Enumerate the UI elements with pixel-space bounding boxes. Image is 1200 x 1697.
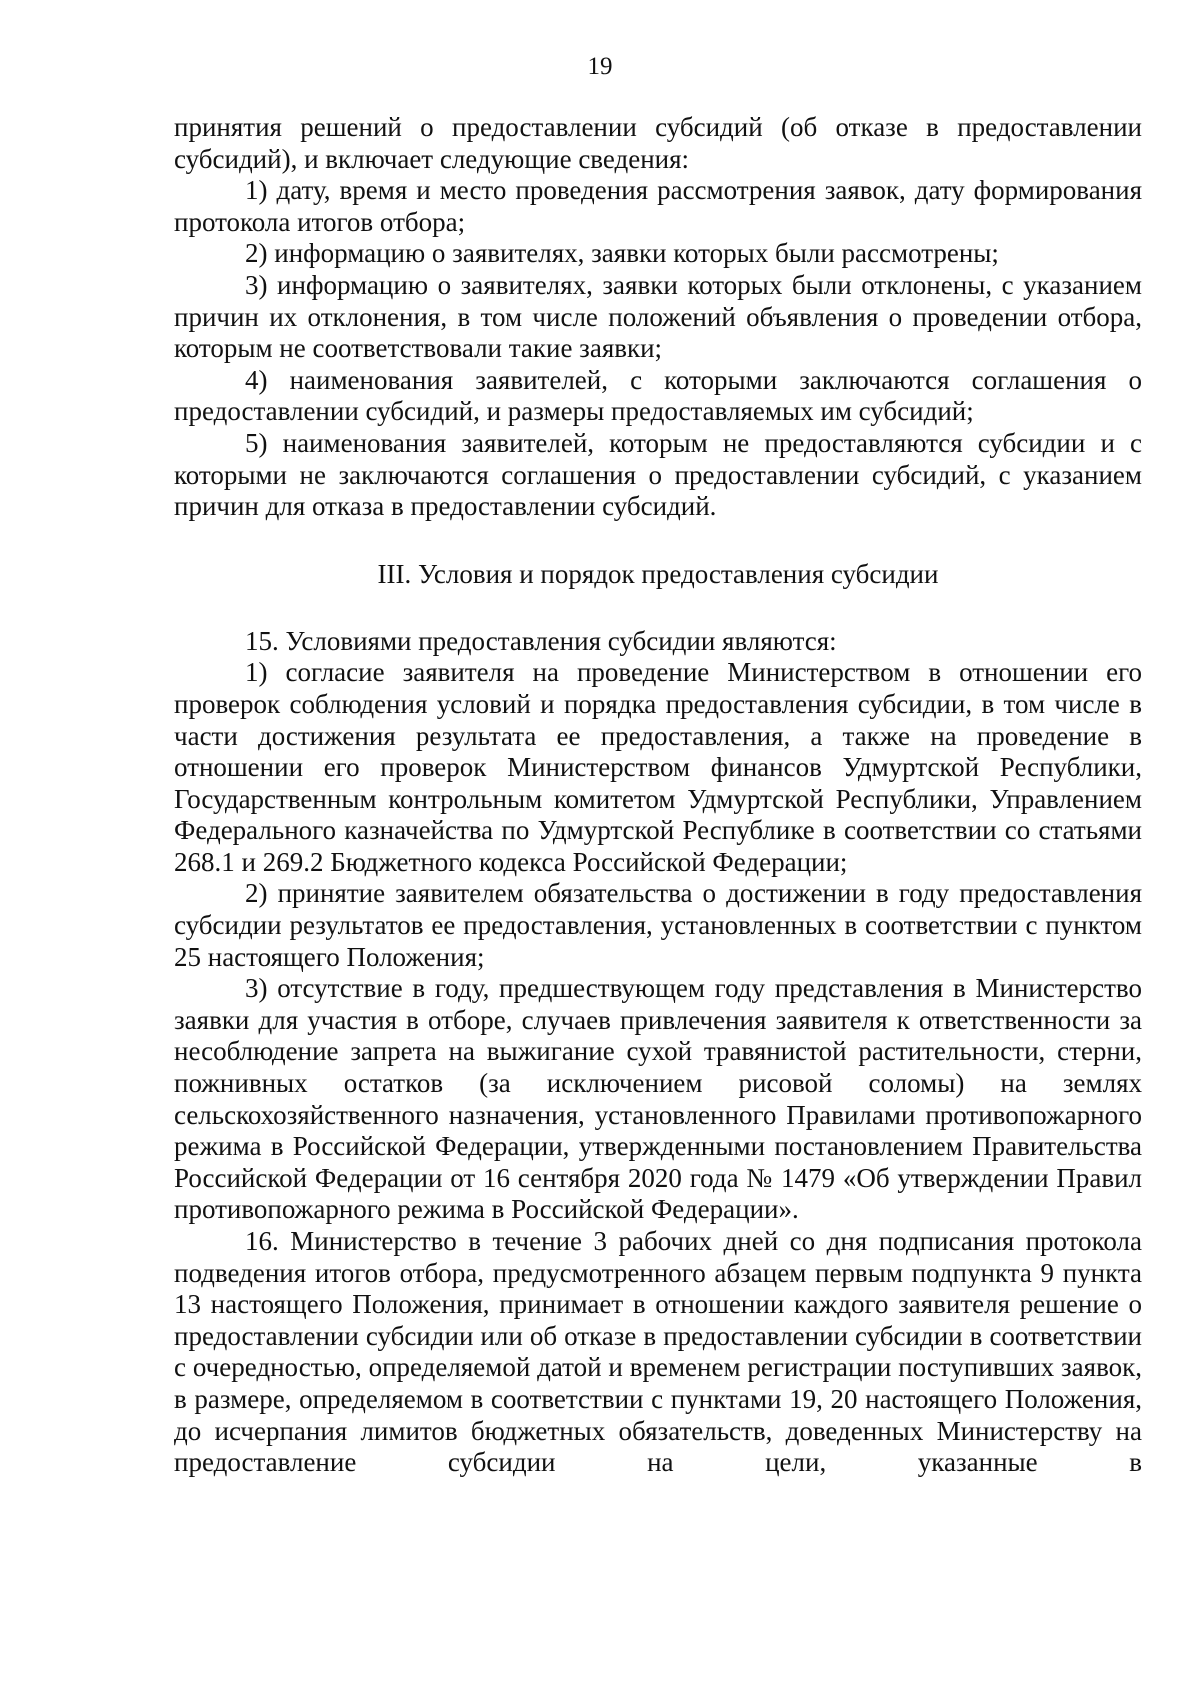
list-item-5: 5) наименования заявителей, которым не предоставляются субсидии и с которыми не заключаются соглашения о предоставлении субсидий, с указанием причин для отказа в предоставлении субсидий. [174,427,1142,522]
clause-15: 15. Условиями предоставления субсидии являются: [245,625,837,656]
document-body [174,112,1142,1479]
clause-15-item-2: 2) принятие заявителем обязательства о достижении в году предоставления субсидии результатов ее предоставления, установленных в соответствии с пунктом 25 настоящего Положения; [174,878,1142,972]
clause-16: 16. Министерство в течение 3 рабочих дней со дня подписания протокола подведения итогов отбора, предусмотренного абзацем первым подпункта 9 пункта 13 настоящего Положения, принимает в отношении каждого заявителя решение о предоставлении субсидии или об отказе в предоставлении субсидии в соответствии с очередностью, определяемой датой и временем регистрации поступивших заявок, в размере, определяемом в соответствии с пунктами 19, 20 настоящего Положения, до исчерпания лимитов бюджетных обязательств, доведенных Министерству на предоставление субсидии на цели, указанные в [174,1226,1142,1478]
paragraph-continuation: принятия решений о предоставлении субсидий (об отказе в предоставлении субсидий), и включает следующие сведения: [174,112,1142,174]
page-number: 19 [587,53,613,80]
clause-15-item-1: 1) согласие заявителя на проведение Министерством в отношении его проверок соблюдения условий и порядка предоставления субсидии, в том числе в части достижения результата ее предоставления, а также на проведение в отношении его проверок Министерством финансов Удмуртской Республики, Государственным контрольным комитетом Удмуртской Республики, Управлением Федерального казначейства по Удмуртской Республике в соответствии со статьями 268.1 и 269.2 Бюджетного кодекса Российской Федерации; [174,657,1142,877]
clause-15-item-3: 3) отсутствие в году, предшествующем году представления в Министерство заявки для участия в отборе, случаев привлечения заявителя к ответственности за несоблюдение запрета на выжигание сухой травянистой растительности, стерни, пожнивных остатков (за исключением рисовой соломы) на землях сельскохозяйственного назначения, установленного Правилами противопожарного режима в Российской Федерации, утвержденными постановлением Правительства Российской Федерации от 16 сентября 2020 года № 1479 «Об утверждении Правил противопожарного режима в Российской Федерации». [174,973,1142,1225]
list-item-1: 1) дату, время и место проведения рассмотрения заявок, дату формирования протокола итогов отбора; [174,175,1142,237]
list-item-3: 3) информацию о заявителях, заявки которых были отклонены, с указанием причин их отклонения, в том числе положений объявления о проведении отбора, которым не соответствовали такие заявки; [174,269,1142,364]
list-item-4: 4) наименования заявителей, с которыми заключаются соглашения о предоставлении субсидий, и размеры предоставляемых им субсидий; [174,364,1142,427]
section-heading: III. Условия и порядок предоставления субсидии [377,558,939,589]
list-item-2: 2) информацию о заявителях, заявки которых были рассмотрены; [245,238,999,269]
